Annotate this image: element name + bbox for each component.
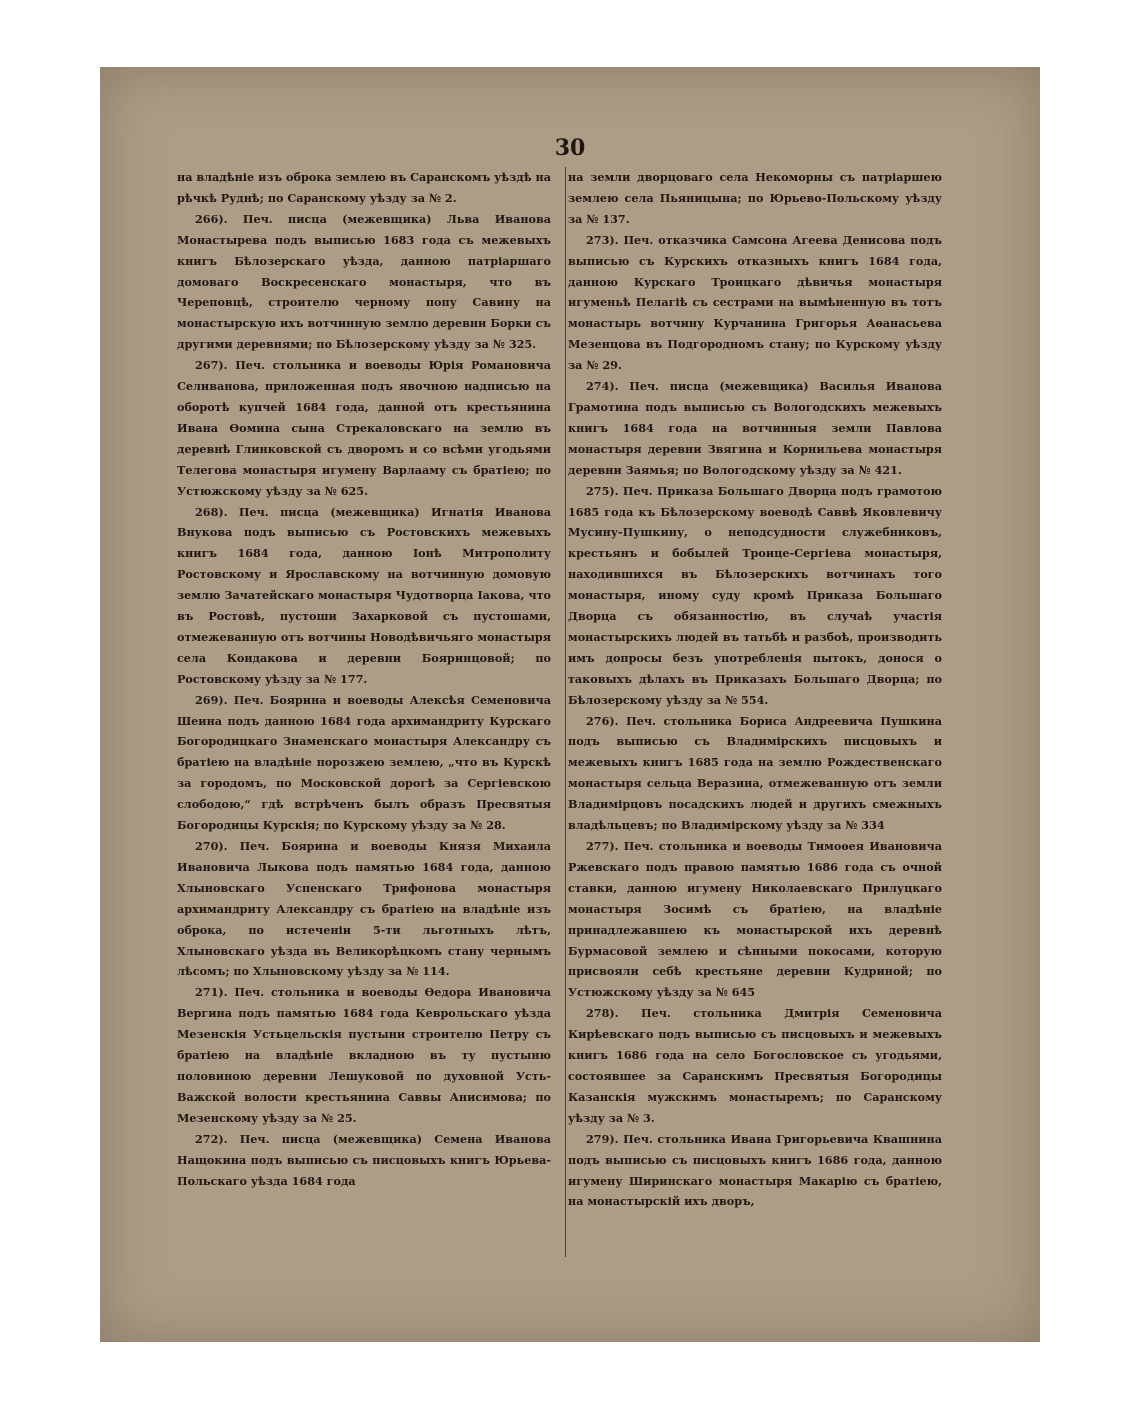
catalog-entry: 277). Печ. стольника и воеводы Тимоѳея Ивановича Ржевскаго подъ правою памятью 1686 года съ очной ставки, данною игумену Николаевскаго Прилуцкаго монастыря Зосимѣ съ братіею, на владѣніе принадлежавшею къ монастырской ихъ деревнѣ Бурмасовой землею и сѣнными покосами, которую присвояли себѣ крестьяне деревни Кудриной; по Устюжскому уѣзду за № 645 xyxy=(568,839,942,1000)
catalog-entry: 276). Печ. стольника Бориса Андреевича Пушкина подъ выписью съ Владимірскихъ писцовыхъ и межевыхъ книгъ 1685 года на землю Рождественскаго монастыря сельца Веразина, отмежеванную отъ земли Владимірцовъ посадскихъ людей и другихъ смежныхъ владѣльцевъ; по Владимірскому уѣзду за № 334 xyxy=(568,713,942,833)
text-paragraph: на земли дворцоваго села Некоморны съ патріаршею землею села Пьяницына; по Юрьево-Польскому уѣзду за № 137. xyxy=(568,170,942,226)
right-column xyxy=(568,167,942,1212)
catalog-entry: 272). Печ. писца (межевщика) Семена Иванова Нащокина подъ выписью съ писцовыхъ книгъ Юрьева-Польскаго уѣзда 1684 года xyxy=(177,1131,551,1188)
scanned-page xyxy=(100,67,1040,1342)
left-column xyxy=(177,167,551,1191)
column-divider xyxy=(565,167,566,1257)
catalog-entry: 275). Печ. Приказа Большаго Дворца подъ грамотою 1685 года къ Бѣлозерскому воеводѣ Саввѣ Яковлевичу Мусину-Пушкину, о неподсудности служебниковъ, крестьянъ и бобылей Троице-Сергіева монастыря, находившихся въ Бѣлозерскихъ вотчинахъ того монастыря, иному суду кромѣ Приказа Большаго Дворца съ обязанностію, въ случаѣ участія монастырскихъ людей въ татьбѣ и разбоѣ, производить имъ допросы безъ употребленія пытокъ, донося о таковыхъ дѣлахъ въ Приказахъ Большаго Дворца; по Бѣлозерскому уѣзду за № 554. xyxy=(568,483,942,707)
catalog-entry: 274). Печ. писца (межевщика) Василья Иванова Грамотина подъ выписью съ Вологодскихъ межевыхъ книгъ 1684 года на вотчинныя земли Павлова монастыря деревни Звягина и Корнильева монастыря деревни Заямья; по Вологодскому уѣзду за № 421. xyxy=(568,379,942,477)
catalog-entry: 266). Печ. писца (межевщика) Льва Иванова Монастырева подъ выписью 1683 года съ межевыхъ книгъ Бѣлозерскаго уѣзда, данною патріаршаго домоваго Воскресенскаго монастыря, что въ Череповцѣ, строителю черному попу Савину на монастырскую ихъ вотчинную землю деревни Борки съ другими деревнями; по Бѣлозерскому уѣзду за № 325. xyxy=(177,211,551,352)
catalog-entry: 279). Печ. стольника Ивана Григорьевича Квашнина подъ выписью съ писцовыхъ книгъ 1686 года, данною игумену Ширинскаго монастыря Макарію съ братіею, на монастырскій ихъ дворъ, xyxy=(568,1131,942,1209)
catalog-entry: 270). Печ. Боярина и воеводы Князя Михаила Ивановича Лыкова подъ памятью 1684 года, данною Хлыновскаго Успенскаго Трифонова монастыря архимандриту Александру съ братіею на владѣніе изъ оброка, по истеченіи 5-ти льготныхъ лѣтъ, Хлыновскаго уѣзда въ Великорѣцкомъ стану чернымъ лѣсомъ; по Хлыновскому уѣзду за № 114. xyxy=(177,839,551,979)
catalog-entry: 273). Печ. отказчика Самсона Агеева Денисова подъ выписью съ Курскихъ отказныхъ книгъ 1684 года, данною Курскаго Троицкаго дѣвичья монастыря игуменьѣ Пелагіѣ съ сестрами на вымѣненную въ тотъ монастырь вотчину Курчанина Григорья Аѳанасьева Мезенцова въ Подгородномъ стану; по Курскому уѣзду за № 29. xyxy=(568,232,942,373)
catalog-entry: 271). Печ. стольника и воеводы Ѳедора Ивановича Вергина подъ памятью 1684 года Кеврольскаго уѣзда Мезенскія Устьцельскія пустыни строителю Петру съ братіею на владѣніе вкладною въ ту пустыню половиною деревни Лешуковой по духовной Усть-Важской волости крестьянина Саввы Анисимова; по Мезенскому уѣзду за № 25. xyxy=(177,985,551,1125)
catalog-entry: 268). Печ. писца (межевщика) Игнатія Иванова Внукова подъ выписью съ Ростовскихъ межевыхъ книгъ 1684 года, данною Іонѣ Митрополиту Ростовскому и Ярославскому на вотчинную домовую землю Зачатейскаго монастыря Чудотворца Іакова, что въ Ростовѣ, пустоши Захарковой съ пустошами, отмежеванную отъ вотчины Новодѣвичьяго монастыря села Кондакова и деревни Бояринцовой; по Ростовскому уѣзду за № 177. xyxy=(177,504,551,686)
catalog-entry: 269). Печ. Боярина и воеводы Алексѣя Семеновича Шеина подъ данною 1684 года архимандриту Курскаго Богородицкаго Знаменскаго монастыря Александру съ братіею на владѣніе порозжею землею, „что въ Курскѣ за городомъ, по Московской дорогѣ за Сергіевскою слободою,“ гдѣ встрѣченъ былъ образъ Пресвятыя Богородицы Курскія; по Курскому уѣзду за № 28. xyxy=(177,692,551,833)
catalog-entry: 267). Печ. стольника и воеводы Юрія Романовича Селиванова, приложенная подъ явочною надписью на оборотѣ купчей 1684 года, данной отъ крестьянина Ивана Ѳомина сына Стрекаловскаго на землю въ деревнѣ Глинковской съ дворомъ и со всѣми угодьями Телегова монастыря игумену Варлааму съ братіею; по Устюжскому уѣзду за № 625. xyxy=(177,358,551,498)
text-paragraph: на владѣніе изъ оброка землею въ Саранскомъ уѣздѣ на рѣчкѣ Руднѣ; по Саранскому уѣзду за № 2. xyxy=(177,170,551,205)
catalog-entry: 278). Печ. стольника Дмитрія Семеновича Кирѣевскаго подъ выписью съ писцовыхъ и межевыхъ книгъ 1686 года на село Богословское съ угодьями, состоявшее за Саранскимъ Пресвятыя Богородицы Казанскія мужскимъ монастыремъ; по Саранскому уѣзду за № 3. xyxy=(568,1006,942,1125)
page-number: 30 xyxy=(554,135,586,161)
